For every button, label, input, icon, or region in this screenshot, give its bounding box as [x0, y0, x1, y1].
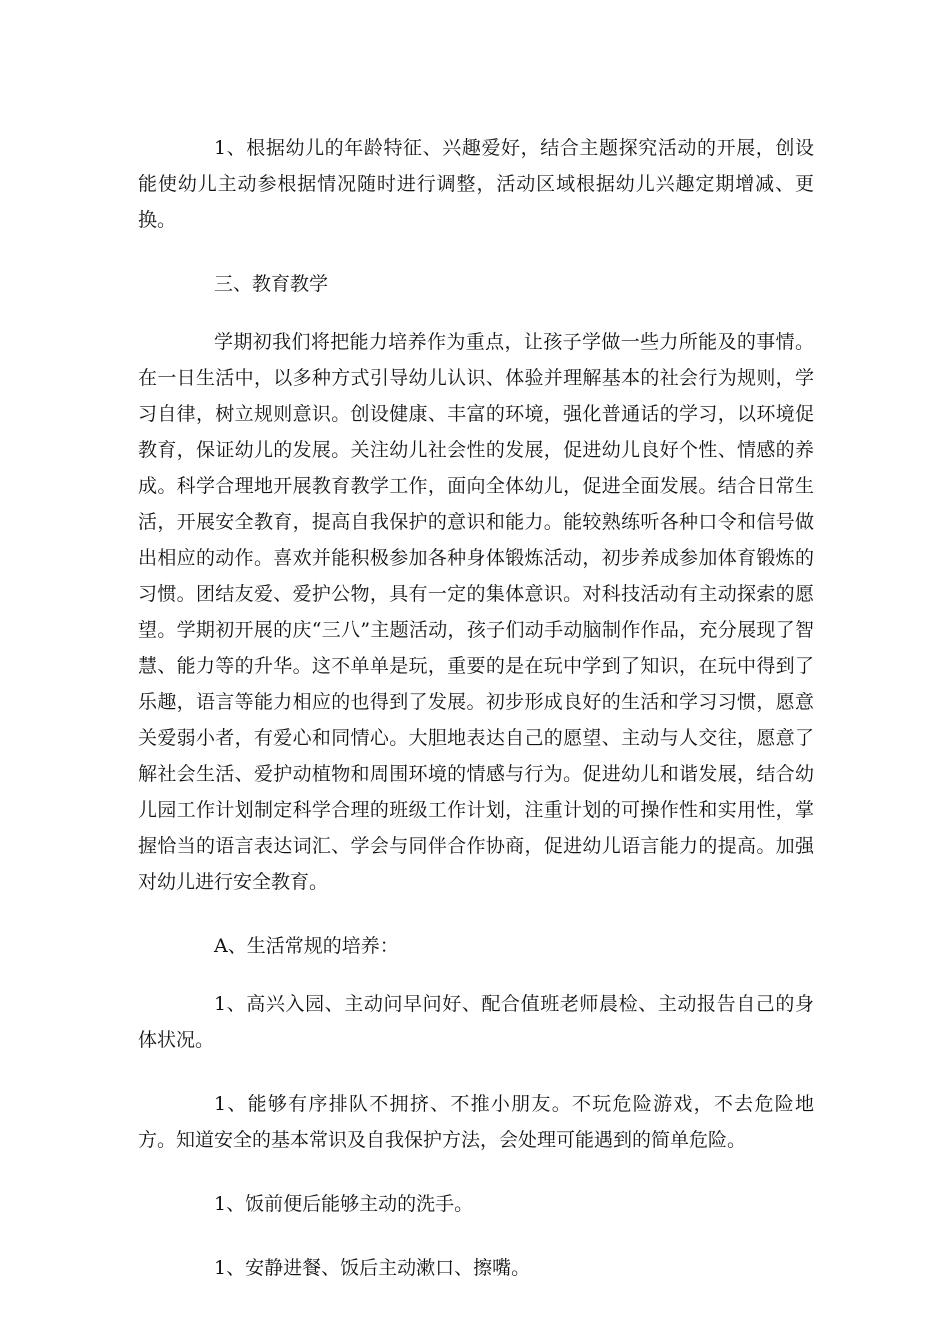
- list-item-meals: 1、安静进餐、饭后主动漱口、擦嘴。: [214, 1257, 531, 1279]
- document-page: [138, 130, 814, 1314]
- list-item-safety: 1、能够有序排队不拥挤、不推小朋友。不玩危险游戏，不去危险地方。知道安全的基本常识及自我保护方法，会处理可能遇到的简单危险。: [138, 1093, 814, 1151]
- list-item-handwashing: 1、饭前便后能够主动的洗手。: [214, 1193, 474, 1215]
- paragraph-education-teaching: 学期初我们将把能力培养作为重点，让孩子学做一些力所能及的事情。在一日生活中，以多种方式引导幼儿认识、体验并理解基本的社会行为规则，学习自律，树立规则意识。创设健康、丰富的环境，强化普通话的学习，以环境促教育，保证幼儿的发展。关注幼儿社会性的发展，促进幼儿良好个性、情感的养成。科学合理地开展教育教学工作，面向全体幼儿，促进全面发展。结合日常生活，开展安全教育，提高自我保护的意识和能力。能较熟练听各种口令和信号做出相应的动作。喜欢并能积极参加各种身体锻炼活动，初步养成参加体育锻炼的习惯。团结友爱、爱护公物，具有一定的集体意识。对科技活动有主动探索的愿望。学期初开展的庆“三八”主题活动，孩子们动手动脑制作作品，充分展现了智慧、能力等的升华。这不单单是玩，重要的是在玩中学到了知识，在玩中得到了乐趣，语言等能力相应的也得到了发展。初步形成良好的生活和学习习惯，愿意关爱弱小者，有爱心和同情心。大胆地表达自己的愿望、主动与人交往，愿意了解社会生活、爱护动植物和周围环境的情感与行为。促进幼儿和谐发展，结合幼儿园工作计划制定科学合理的班级工作计划，注重计划的可操作性和实用性，掌握恰当的语言表达词汇、学会与同伴合作协商，促进幼儿语言能力的提高。加强对幼儿进行安全教育。: [138, 331, 814, 893]
- paragraph-environment-setup: 1、根据幼儿的年龄特征、兴趣爱好，结合主题探究活动的开展，创设能使幼儿主动参根据情况随时进行调整，活动区域根据幼儿兴趣定期增减、更换。: [138, 137, 814, 231]
- list-item-arrival: 1、高兴入园、主动问早问好、配合值班老师晨检、主动报告自己的身体状况。: [138, 993, 814, 1051]
- section-heading-education: 三、教育教学: [214, 273, 329, 295]
- subheading-daily-routine: A、生活常规的培养：: [214, 935, 399, 957]
